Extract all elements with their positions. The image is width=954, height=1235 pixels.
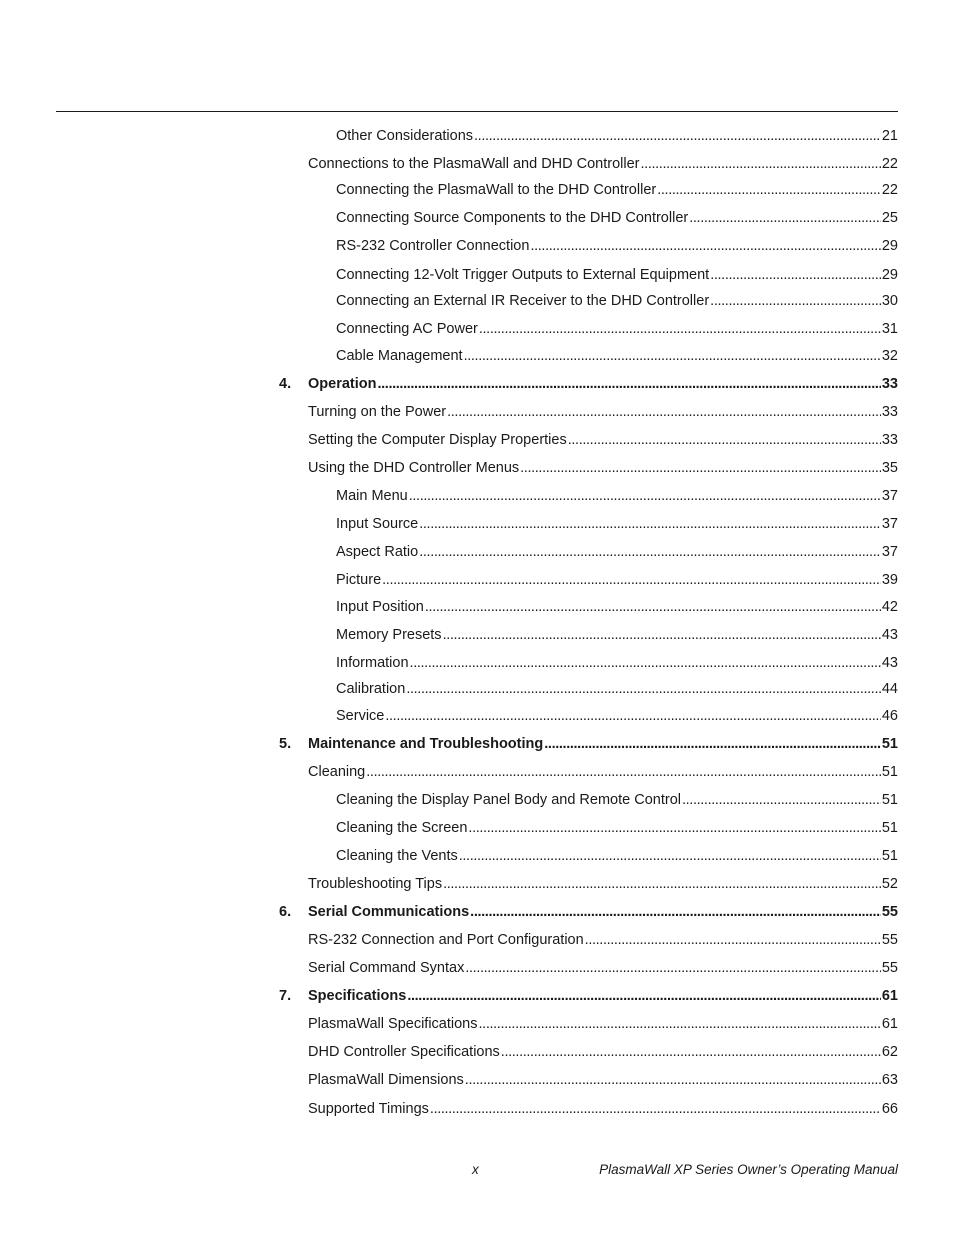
toc-dot-leader xyxy=(464,345,881,367)
toc-entry[interactable] xyxy=(336,789,898,811)
toc-dot-leader xyxy=(443,624,881,646)
toc-page-number: 29 xyxy=(881,267,898,283)
toc-page-number: 33 xyxy=(881,376,898,392)
toc-page-number: 62 xyxy=(881,1044,898,1060)
toc-dot-leader xyxy=(366,761,881,783)
toc-dot-leader xyxy=(407,985,881,1007)
toc-page-number: 43 xyxy=(881,655,898,671)
toc-page-number: 55 xyxy=(881,904,898,920)
toc-page-number: 61 xyxy=(881,1016,898,1032)
toc-dot-leader xyxy=(520,457,881,479)
toc-entry-title: Connecting 12-Volt Trigger Outputs to External Equipment xyxy=(336,267,710,283)
toc-page-number: 31 xyxy=(881,321,898,337)
toc-page-number: 55 xyxy=(881,960,898,976)
toc-chapter-number: 5. xyxy=(279,736,292,752)
toc-entry-title: Connecting the PlasmaWall to the DHD Controller xyxy=(336,182,657,198)
toc-entry-title: Connections to the PlasmaWall and DHD Controller xyxy=(308,156,640,172)
toc-dot-leader xyxy=(410,652,881,674)
toc-entry[interactable] xyxy=(336,705,898,727)
toc-dot-leader xyxy=(689,207,881,229)
toc-dot-leader xyxy=(419,513,881,535)
toc-page-number: 43 xyxy=(881,627,898,643)
toc-page-number: 51 xyxy=(881,848,898,864)
toc-entry[interactable] xyxy=(336,624,898,646)
toc-entry[interactable] xyxy=(308,761,898,783)
toc-entry-title: Operation xyxy=(308,376,377,392)
toc-entry-title: PlasmaWall Specifications xyxy=(308,1016,478,1032)
toc-page-number: 37 xyxy=(881,516,898,532)
toc-page-number: 44 xyxy=(881,681,898,697)
toc-dot-leader xyxy=(409,485,881,507)
toc-entry-title: Service xyxy=(336,708,385,724)
toc-entry[interactable] xyxy=(308,929,898,951)
toc-entry[interactable] xyxy=(279,373,898,395)
toc-entry-title: Input Position xyxy=(336,599,424,615)
toc-page-number: 22 xyxy=(881,156,898,172)
toc-entry-title: Connecting an External IR Receiver to the DHD Controller xyxy=(336,293,710,309)
toc-entry-title: Other Considerations xyxy=(336,128,474,144)
toc-dot-leader xyxy=(479,1013,881,1035)
toc-entry[interactable] xyxy=(308,153,898,175)
toc-entry[interactable] xyxy=(336,845,898,867)
toc-entry[interactable] xyxy=(308,457,898,479)
toc-dot-leader xyxy=(530,235,880,257)
toc-entry[interactable] xyxy=(308,1069,898,1091)
toc-page-number: 51 xyxy=(881,792,898,808)
toc-entry[interactable] xyxy=(308,1098,898,1120)
toc-chapter-number: 6. xyxy=(279,904,292,920)
header-rule xyxy=(56,111,898,112)
toc-page-number: 37 xyxy=(881,488,898,504)
toc-page-number: 61 xyxy=(881,988,898,1004)
toc-page-number: 46 xyxy=(881,708,898,724)
toc-dot-leader xyxy=(501,1041,881,1063)
toc-entry[interactable] xyxy=(336,678,898,700)
toc-dot-leader xyxy=(425,596,881,618)
toc-page-number: 30 xyxy=(881,293,898,309)
toc-page-number: 66 xyxy=(881,1101,898,1117)
footer-page-number: x xyxy=(472,1162,479,1177)
toc-entry[interactable] xyxy=(336,596,898,618)
toc-entry-title: Cleaning xyxy=(308,764,366,780)
toc-entry[interactable] xyxy=(279,985,898,1007)
toc-entry-title: Calibration xyxy=(336,681,406,697)
toc-page-number: 52 xyxy=(881,876,898,892)
toc-entry[interactable] xyxy=(336,817,898,839)
toc-entry-title: Information xyxy=(336,655,409,671)
toc-entry-title: Picture xyxy=(336,572,382,588)
toc-dot-leader xyxy=(641,153,881,175)
toc-dot-leader xyxy=(465,1069,881,1091)
toc-entry[interactable] xyxy=(336,179,898,201)
toc-dot-leader xyxy=(585,929,881,951)
toc-page-number: 29 xyxy=(881,238,898,254)
toc-dot-leader xyxy=(710,290,881,312)
toc-dot-leader xyxy=(710,264,881,286)
toc-page-number: 63 xyxy=(881,1072,898,1088)
toc-entry-title: Serial Communications xyxy=(308,904,470,920)
toc-entry-title: Turning on the Power xyxy=(308,404,447,420)
toc-dot-leader xyxy=(382,569,881,591)
toc-page-number: 33 xyxy=(881,432,898,448)
toc-dot-leader xyxy=(657,179,881,201)
toc-entry-title: Main Menu xyxy=(336,488,408,504)
toc-entry[interactable] xyxy=(308,401,898,423)
toc-entry[interactable] xyxy=(336,290,898,312)
toc-page-number: 51 xyxy=(881,736,898,752)
toc-entry-title: Maintenance and Troubleshooting xyxy=(308,736,544,752)
toc-entry-title: Serial Command Syntax xyxy=(308,960,465,976)
toc-entry-title: Memory Presets xyxy=(336,627,442,643)
toc-page-number: 33 xyxy=(881,404,898,420)
toc-page-number: 35 xyxy=(881,460,898,476)
toc-entry-title: Using the DHD Controller Menus xyxy=(308,460,520,476)
toc-dot-leader xyxy=(419,541,881,563)
toc-entry-title: RS-232 Connection and Port Configuration xyxy=(308,932,584,948)
toc-dot-leader xyxy=(447,401,881,423)
toc-dot-leader xyxy=(682,789,881,811)
toc-entry[interactable] xyxy=(308,429,898,451)
toc-entry[interactable] xyxy=(308,957,898,979)
toc-chapter-number: 7. xyxy=(279,988,292,1004)
toc-entry[interactable] xyxy=(308,1041,898,1063)
toc-dot-leader xyxy=(474,125,881,147)
toc-entry[interactable] xyxy=(336,485,898,507)
footer-manual-title: PlasmaWall XP Series Owner’s Operating Manual xyxy=(599,1162,898,1177)
toc-page-number: 55 xyxy=(881,932,898,948)
toc-entry-title: Setting the Computer Display Properties xyxy=(308,432,567,448)
toc-dot-leader xyxy=(377,373,880,395)
toc-entry-title: Aspect Ratio xyxy=(336,544,419,560)
toc-dot-leader xyxy=(470,901,881,923)
toc-dot-leader xyxy=(568,429,881,451)
toc-entry-title: Cleaning the Vents xyxy=(336,848,458,864)
toc-page-number: 39 xyxy=(881,572,898,588)
toc-dot-leader xyxy=(385,705,881,727)
toc-entry[interactable] xyxy=(336,264,898,286)
toc-page-number: 22 xyxy=(881,182,898,198)
toc-entry-title: Cable Management xyxy=(336,348,463,364)
toc-entry-title: Connecting AC Power xyxy=(336,321,478,337)
toc-entry-title: DHD Controller Specifications xyxy=(308,1044,500,1060)
toc-dot-leader xyxy=(459,845,881,867)
toc-entry[interactable] xyxy=(279,733,898,755)
toc-entry[interactable] xyxy=(336,235,898,257)
toc-page-number: 37 xyxy=(881,544,898,560)
toc-entry[interactable] xyxy=(336,569,898,591)
toc-dot-leader xyxy=(479,318,881,340)
toc-page-number: 32 xyxy=(881,348,898,364)
toc-entry[interactable] xyxy=(308,1013,898,1035)
toc-dot-leader xyxy=(406,678,881,700)
toc-page-number: 51 xyxy=(881,820,898,836)
toc-entry-title: Cleaning the Display Panel Body and Remote Control xyxy=(336,792,681,808)
toc-entry-title: Supported Timings xyxy=(308,1101,429,1117)
toc-entry[interactable] xyxy=(336,513,898,535)
toc-entry-title: Specifications xyxy=(308,988,407,1004)
toc-page-number: 25 xyxy=(881,210,898,226)
toc-entry-title: Input Source xyxy=(336,516,419,532)
toc-entry-title: Cleaning the Screen xyxy=(336,820,468,836)
toc-page-number: 42 xyxy=(881,599,898,615)
toc-entry-title: RS-232 Controller Connection xyxy=(336,238,530,254)
toc-dot-leader xyxy=(430,1098,881,1120)
toc-entry-title: Connecting Source Components to the DHD Controller xyxy=(336,210,689,226)
toc-entry[interactable] xyxy=(336,125,898,147)
toc-entry[interactable] xyxy=(336,318,898,340)
toc-dot-leader xyxy=(443,873,881,895)
toc-entry[interactable] xyxy=(336,207,898,229)
toc-dot-leader xyxy=(544,733,881,755)
toc-entry[interactable] xyxy=(336,541,898,563)
toc-entry[interactable] xyxy=(279,901,898,923)
toc-page-number: 21 xyxy=(881,128,898,144)
toc-entry[interactable] xyxy=(336,345,898,367)
toc-chapter-number: 4. xyxy=(279,376,292,392)
toc-entry[interactable] xyxy=(308,873,898,895)
toc-entry[interactable] xyxy=(336,652,898,674)
toc-entry-title: Troubleshooting Tips xyxy=(308,876,443,892)
toc-dot-leader xyxy=(468,817,880,839)
toc-entry-title: PlasmaWall Dimensions xyxy=(308,1072,464,1088)
toc-dot-leader xyxy=(465,957,881,979)
toc-page-number: 51 xyxy=(881,764,898,780)
